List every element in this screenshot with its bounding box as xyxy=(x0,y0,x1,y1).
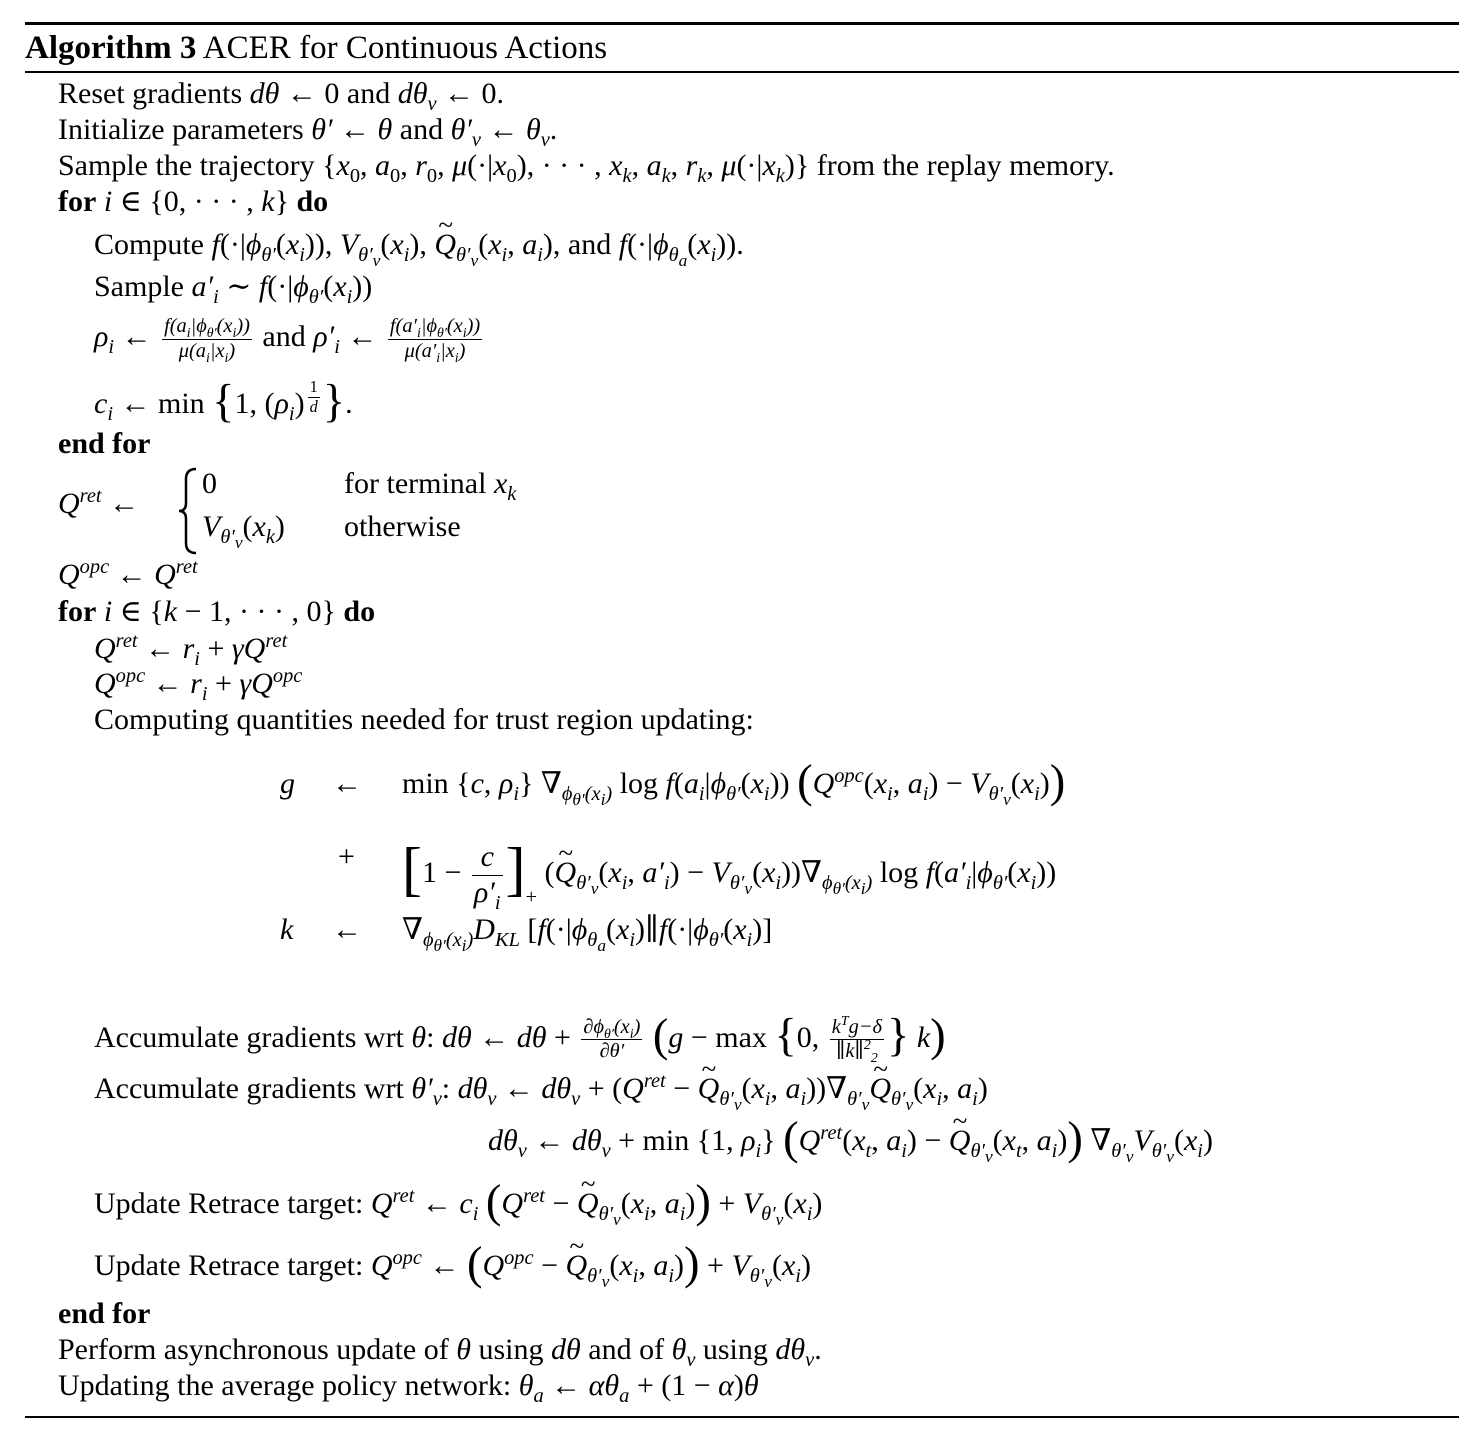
bottom-rule xyxy=(25,1416,1459,1418)
line-qret-update: $Q^{ret}$ ← $r_i + \gamma Q^{ret}$ xyxy=(94,630,288,670)
line-truncation: $c_i$ ← min {1, $(\rho_i)$ $^{\frac{1}{d}}$ }. xyxy=(94,376,353,428)
line-perform-update: Perform asynchronous update of θ using dθ and of $\theta_v$ using $d\theta_v$. xyxy=(58,1333,822,1371)
eq-k-arrow: ← xyxy=(332,913,362,946)
eq-g-arrow: ← xyxy=(332,767,362,800)
algorithm-label: Algorithm 3 xyxy=(25,30,197,66)
case-terminal: 0 for terminal $x_k$ xyxy=(202,467,517,505)
eq-k-rhs: $\nabla_{\phi_{\theta'}(x_i)}D_{KL}$ [$f(\cdot|\phi_{\theta_a}(x_i)\parallel f(\cdot|\phi_{\theta'}(x_i)]$ xyxy=(402,913,773,956)
line-reset-gradients: Reset gradients dθ ← 0 and $d\theta_v$ ← 0. xyxy=(58,77,505,115)
line-accumulate-theta-v: Accumulate gradients wrt $\theta'_v$: $d\theta_v$ ← $d\theta_v + (Q^{ret}$ − ~ $Q_{\theta'_v}(x_i$, $a_i))\nabla_{\theta'_v}\sim$ $Q_{\theta'_v}(x_i$, $a_i$) xyxy=(94,1072,988,1106)
line-accumulate-theta: Accumulate gradients wrt θ: dθ ← dθ + $\frac{\partial\phi_{\theta'}(x_i)}{\partial\theta'}$ (g − max {0, $\frac{k^Tg-\delta}{\parallel k\parallel^2_2}$ } k) xyxy=(94,1010,946,1067)
line-accumulate-theta-v-2: $d\theta_v$ ← $d\theta_v + \min \{1$, $\rho_i$} ($Q^{ret}(x_t$, $a_i$) − ~ $Q_{\theta'_v}(x_t$, $a_i$)) $\nabla_{\theta'_v}V_{\theta'_v}(x_i)$ xyxy=(488,1124,1213,1158)
line-computing-quantities: Computing quantities needed for trust region updating: xyxy=(94,703,754,736)
line-compute: Compute $f(\cdot|\phi_{\theta'}(x_i))$, $V_{\theta'_v}(x_i)$, ~ $Q_{\theta'_v}(x_i$, $a_i$), and $f(\cdot|\phi_{\theta_a}(x_i))$. xyxy=(94,228,744,262)
algorithm-title: ACER for Continuous Actions xyxy=(202,30,608,66)
algorithm-header xyxy=(25,29,607,67)
eq-g2-plus: + xyxy=(338,840,355,873)
header-rule xyxy=(25,71,1459,73)
line-end-for-1: end for xyxy=(58,427,151,460)
line-qopc-update: $Q^{opc}$ ← $r_i + \gamma Q^{opc}$ xyxy=(94,665,303,705)
case-otherwise: $V_{\theta'_v}(x_k)$ otherwise xyxy=(202,510,461,553)
line-initialize-parameters: Initialize parameters θ′ ← θ and $\theta'_v$ ← $\theta_v$. xyxy=(58,113,558,151)
line-for-loop-1: for i ∈ {0, · · · , k} do xyxy=(58,185,329,218)
cases-brace xyxy=(178,467,198,555)
line-update-average-policy: Updating the average policy network: $\theta_a$ ← $\alpha\theta_a + (1 - \alpha)\theta$ xyxy=(58,1369,759,1407)
line-sample-action: Sample $a'_i$ ∼ $f(\cdot|\phi_{\theta'}(x_i))$ xyxy=(94,270,373,308)
line-sample-trajectory: Sample the trajectory {$x_0$, $a_0$, $r_0$, $\mu(\cdot|x_0)$, · · · , $x_k$, $a_k$, $r_k$, $\mu(\cdot|x_k)$} from the replay memory. xyxy=(58,149,1115,187)
line-update-retrace-qopc: Update Retrace target: $Q^{opc}$ ← ($Q^{opc}$ − ~ $Q_{\theta'_v}(x_i$, $a_i)) + V_{\theta'_v}(x_i)$ xyxy=(94,1249,811,1283)
eq-g-rhs: min {c, $\rho_i$} $\nabla_{\phi_{\theta'}(x_i)}$ $\log f(a_i|\phi_{\theta'}(x_i))$ ($Q^{opc}(x_i$, $a_i) - V_{\theta'_v}(x_i)$) xyxy=(402,756,1066,810)
line-importance-weights: $\rho_i$ ← $\frac{f(a_i|\phi_{\theta'}(x_i))}{\mu(a_i|x_i)}$ and $\rho'_i$ ← $\frac{f(a'_i|\phi_{\theta'}(x_i))}{\mu(a'_i|x_i)}$ xyxy=(94,315,481,366)
line-qret-init: $Q^{ret}$ ← xyxy=(58,485,140,520)
line-update-retrace-qret: Update Retrace target: $Q^{ret}$ ← $c_i$ ($Q^{ret}$ − ~ $Q_{\theta'_v}(x_i$, $a_i)) + V_{\theta'_v}(x_i)$ xyxy=(94,1187,822,1221)
eq-k-lhs: k xyxy=(280,913,294,946)
line-for-loop-2: for i ∈ {k − 1, · · · , 0} do xyxy=(58,595,376,628)
eq-g2-rhs: [1 − $\frac{c}{\rho'_i}$ ]$_+$ (~ $Q_{\theta'_v}(x_i$, $a'_i) - V_{\theta'_v}(x_i))\nabla_{\phi_{\theta'}(x_i)}$ $\log f(a'_i|\phi_{\theta'}(x_i))$ xyxy=(402,840,1056,910)
top-rule xyxy=(25,22,1459,25)
eq-g-lhs: g xyxy=(280,767,295,800)
line-end-for-2: end for xyxy=(58,1297,151,1330)
line-qopc-init: $Q^{opc}$ ← $Q^{ret}$ xyxy=(58,556,198,591)
